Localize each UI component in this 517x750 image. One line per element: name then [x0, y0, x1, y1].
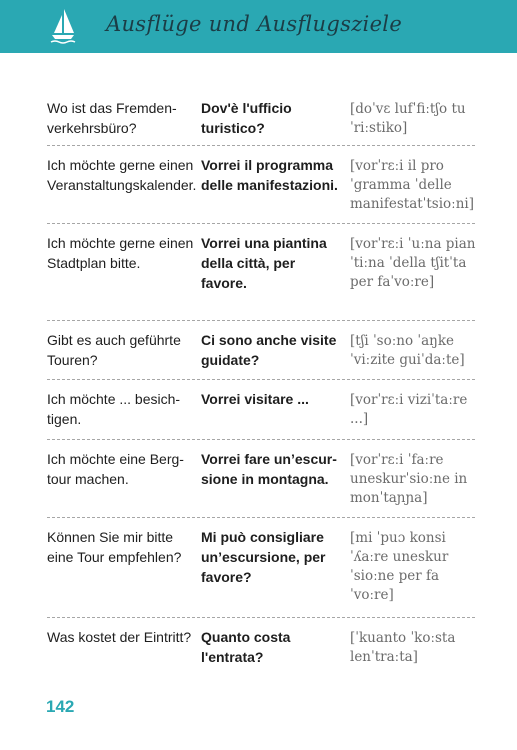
italian-phrase: Dov'è l'ufficio turistico?: [201, 100, 292, 136]
german-phrase: Ich möchte gerne einen Stadtplan bitte.: [47, 235, 194, 271]
table-row: [47, 380, 475, 440]
table-row: [47, 518, 475, 618]
table-row: [47, 618, 475, 678]
german-phrase: Gibt es auch geführte Touren?: [47, 332, 181, 368]
pronunciation: [mi ˈpuɔ konsiˈʎaːre uneskurˈsioːne per faˈvoːre]: [350, 530, 449, 603]
italian-phrase: Vorrei visitare ...: [201, 391, 309, 407]
italian-phrase: Vorrei una piantina della città, per favore.: [201, 235, 327, 291]
pronunciation: [ˈkuanto ˈkoːsta lenˈtraːta]: [350, 630, 456, 665]
page-number: 142: [46, 697, 75, 716]
table-row: [47, 224, 475, 321]
pronunciation: [vorˈrɛːi ˈuːna pianˈtiːna ˈdella tʃitˈta per faˈvoːre]: [350, 236, 476, 290]
table-row: [47, 440, 475, 518]
pronunciation: [vorˈrɛːi viziˈtaːre ...]: [350, 392, 468, 427]
german-phrase: Ich möchte ... besichtigen.: [47, 391, 181, 427]
german-phrase: Können Sie mir bitte eine Tour empfehlen?: [47, 529, 182, 565]
table-row: [47, 146, 475, 224]
italian-phrase: Ci sono anche visite guidate?: [201, 332, 337, 368]
chapter-title: Ausflüge und Ausflugsziele: [106, 12, 403, 36]
pronunciation: [vorˈrɛːi il proˈgramma ˈdelle manifestatˈtsioːni]: [350, 158, 475, 212]
italian-phrase: Mi può consigliare un’escursione, per favore?: [201, 529, 326, 585]
italian-phrase: Vorrei fare un’escursione in montagna.: [201, 451, 337, 487]
pronunciation: [tʃi ˈsoːno ˈaŋke ˈviːzite guiˈdaːte]: [350, 333, 465, 368]
pronunciation: [vorˈrɛːi ˈfaːre uneskurˈsioːne in monˈtaɲɲa]: [350, 452, 468, 506]
sailboat-icon: [50, 7, 76, 45]
pronunciation: [doˈvɛ lufˈfiːtʃo tuˈriːstiko]: [350, 101, 466, 136]
phrase-table: [47, 89, 475, 678]
german-phrase: Wo ist das Fremdenverkehrsbüro?: [47, 100, 177, 136]
italian-phrase: Vorrei il programma delle manifestazioni.: [201, 157, 338, 193]
german-phrase: Was kostet der Eintritt?: [47, 629, 192, 645]
german-phrase: Ich möchte eine Bergtour machen.: [47, 451, 184, 487]
table-row: [47, 89, 475, 146]
german-phrase: Ich möchte gerne einen Veranstaltungskalender.: [47, 157, 197, 193]
italian-phrase: Quanto costa l'entrata?: [201, 629, 291, 665]
table-row: [47, 321, 475, 380]
chapter-header: [0, 0, 517, 53]
